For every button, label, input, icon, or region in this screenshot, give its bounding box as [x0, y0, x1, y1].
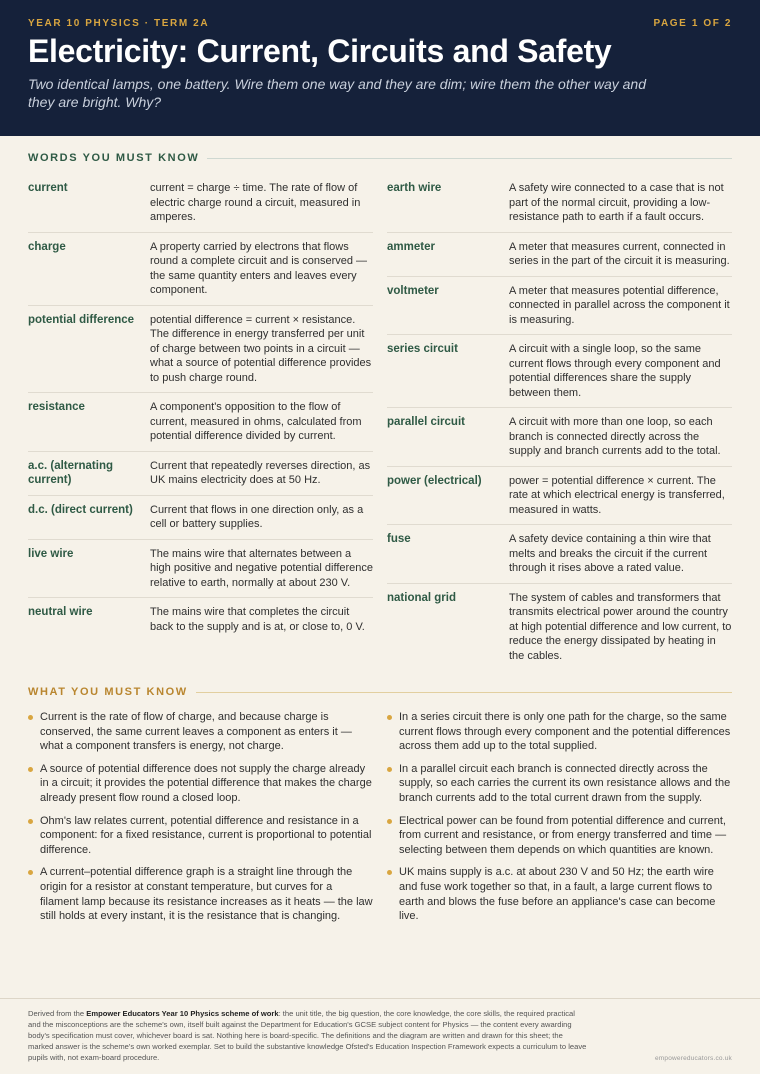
glossary-term: live wire — [28, 547, 74, 560]
glossary-row — [28, 598, 373, 641]
key-points — [28, 710, 732, 932]
bullet-dot-icon — [28, 767, 33, 772]
key-point — [28, 865, 373, 923]
key-point — [387, 762, 732, 806]
glossary-definition: current = charge ÷ time. The rate of flow of electric charge round a circuit, measured in amperes. — [150, 182, 361, 223]
credit-prefix: Derived from the — [28, 1009, 87, 1018]
glossary-row — [387, 584, 732, 671]
glossary-term: national grid — [387, 591, 456, 604]
key-point-text: In a series circuit there is only one path for the charge, so the same current flows through every component and the potential differences across them add up to the total supplied. — [399, 711, 731, 753]
bullet-dot-icon — [28, 819, 33, 824]
glossary-row — [28, 496, 373, 540]
glossary-row — [387, 525, 732, 584]
glossary-definition: The mains wire that completes the circuit back to the supply and is at, or close to, 0 V. — [150, 606, 365, 633]
bullet-dot-icon — [28, 870, 33, 875]
key-point-text: A source of potential difference does not supply the charge already in a circuit; it provides the potential difference that makes the charge already present flow round a closed loop. — [40, 762, 372, 804]
glossary — [28, 174, 732, 670]
key-points-right-column — [387, 710, 732, 932]
glossary-term: fuse — [387, 533, 411, 545]
glossary-row — [387, 277, 732, 336]
glossary-definition: A safety wire connected to a case that is not part of the normal circuit, providing a low-resistance path to earth if a fault occurs. — [509, 182, 724, 223]
key-point-text: Electrical power can be found from potential difference and current, from current and resistance, or from energy transferred and time — selecting between them depends on which quantities are known. — [399, 814, 727, 856]
big-question: Two identical lamps, one battery. Wire them one way and they are dim; wire them the other way and they are bright. Why? — [28, 76, 646, 110]
glossary-left-column — [28, 174, 373, 670]
glossary-definition: Current that flows in one direction only, as a cell or battery supplies. — [150, 503, 364, 530]
glossary-row — [387, 233, 732, 277]
words-section-heading — [28, 152, 732, 164]
key-point-text: UK mains supply is a.c. at about 230 V and 50 Hz; the earth wire and fuse work together so that, in a fault, a large current flows to earth and blows the fuse before an appliance's case can become live. — [399, 866, 716, 923]
glossary-term: d.c. (direct current) — [28, 503, 133, 516]
glossary-row — [387, 467, 732, 526]
glossary-term: neutral wire — [28, 606, 93, 618]
key-point — [28, 814, 373, 858]
glossary-definition: A component's opposition to the flow of current, measured in ohms, calculated from potential difference divided by current. — [150, 401, 362, 442]
glossary-definition: A safety device containing a thin wire that melts and breaks the circuit if the current through it rises above a rated value. — [509, 533, 711, 574]
words-heading-label: WORDS YOU MUST KNOW — [28, 152, 200, 164]
glossary-term: current — [28, 182, 68, 194]
bullet-dot-icon — [387, 819, 392, 824]
header-kicker-row — [28, 18, 732, 29]
glossary-definition: A circuit with a single loop, so the same current flows through every component and potential differences share the supply between them. — [509, 343, 721, 399]
glossary-row — [28, 540, 373, 599]
glossary-row — [28, 233, 373, 306]
glossary-row — [28, 306, 373, 394]
section-divider — [207, 158, 732, 159]
section-divider — [196, 692, 732, 693]
footer — [0, 998, 760, 1074]
key-points-left-column — [28, 710, 373, 932]
glossary-definition: power = potential difference × current. The rate at which electrical energy is transferred, measured in watts. — [509, 474, 725, 516]
key-point — [387, 865, 732, 923]
page-title: Electricity: Current, Circuits and Safety — [28, 33, 612, 69]
glossary-definition: Current that repeatedly reverses direction, as UK mains electricity does at 50 Hz. — [150, 459, 371, 486]
key-point-text: In a parallel circuit each branch is connected directly across the supply, so each carries the current its own resistance allows and the branch currents add to the total current drawn from the supply. — [399, 762, 731, 804]
glossary-definition: potential difference = current × resistance. The difference in energy transferred per unit of charge between two points in a circuit — what a source of potential difference provides to push charge round. — [150, 313, 372, 384]
glossary-row — [387, 174, 732, 233]
glossary-row — [28, 452, 373, 496]
header-banner — [0, 0, 760, 136]
glossary-definition: A circuit with more than one loop, so each branch is connected directly across the supply and branch currents add to the total. — [509, 416, 721, 457]
glossary-row — [28, 393, 373, 452]
key-point-text: Current is the rate of flow of charge, and because charge is conserved, the same current leaves a component as enters it — what a component transfers is energy, not charge. — [40, 711, 352, 753]
glossary-term: a.c. (alternating current) — [28, 459, 113, 486]
glossary-term: earth wire — [387, 182, 442, 194]
glossary-term: resistance — [28, 401, 85, 413]
bullet-dot-icon — [387, 715, 392, 720]
footer-credit — [28, 1008, 588, 1063]
glossary-term: power (electrical) — [387, 474, 482, 487]
key-point-text: Ohm's law relates current, potential difference and resistance in a component: for a fixed resistance, current is proportional to potential difference. — [40, 814, 372, 856]
glossary-right-column — [387, 174, 732, 670]
glossary-term: parallel circuit — [387, 416, 465, 428]
page-indicator: PAGE 1 OF 2 — [653, 18, 732, 29]
bullet-dot-icon — [387, 870, 392, 875]
glossary-term: ammeter — [387, 240, 435, 253]
glossary-definition: The system of cables and transformers that transmits electrical power around the country at high potential difference and low current, to reduce the energy dissipated by heating in the cables. — [509, 591, 732, 662]
know-section-heading — [28, 686, 732, 698]
glossary-definition: The mains wire that alternates between a high positive and negative potential difference relative to earth, normally at about 230 V. — [150, 547, 374, 589]
glossary-definition: A property carried by electrons that flows round a complete circuit and is conserved — the same quantity enters and leaves every component. — [150, 240, 368, 296]
footer-site-url[interactable]: empowereducators.co.uk — [654, 1055, 732, 1062]
glossary-term: potential difference — [28, 313, 135, 326]
glossary-row — [387, 408, 732, 467]
bullet-dot-icon — [387, 767, 392, 772]
glossary-term: voltmeter — [387, 284, 439, 297]
glossary-definition: A meter that measures current, connected in series in the part of the circuit it is measuring. — [509, 240, 730, 267]
glossary-term: charge — [28, 240, 66, 253]
key-point — [387, 814, 732, 858]
glossary-row — [28, 174, 373, 233]
unit-kicker: YEAR 10 PHYSICS · TERM 2A — [28, 18, 210, 29]
key-point — [387, 710, 732, 754]
know-heading-label: WHAT YOU MUST KNOW — [28, 686, 188, 698]
credit-body: : the unit title, the big question, the core knowledge, the core skills, the required practical and the misconceptions are the scheme's own, itself built against the Department for Education's GCSE subject content for Physics — the content every awarding body's specification must cover, whichever board is sat. Nothing here is board-specific. The definitions and the diagram are written and drawn for this sheet; the marked answer is the scheme's own worked exemplar. Set to build the substantive knowledge Ofsted's Education Inspection Framework expects a curriculum to leave pupils with, not exam-board procedure. — [28, 1009, 587, 1062]
key-point — [28, 762, 373, 806]
bullet-dot-icon — [28, 715, 33, 720]
glossary-row — [387, 335, 732, 408]
glossary-definition: A meter that measures potential difference, connected in parallel across the component it is measuring. — [509, 284, 730, 326]
key-point-text: A current–potential difference graph is a straight line through the origin for a resistor at constant temperature, but curves for a filament lamp because its resistance increases as it heats — the law still holds at every instant, it is the resistance that is changing. — [40, 866, 373, 923]
glossary-term: series circuit — [387, 343, 458, 355]
credit-scheme-name: Empower Educators Year 10 Physics scheme of work — [86, 1009, 279, 1018]
key-point — [28, 710, 373, 754]
